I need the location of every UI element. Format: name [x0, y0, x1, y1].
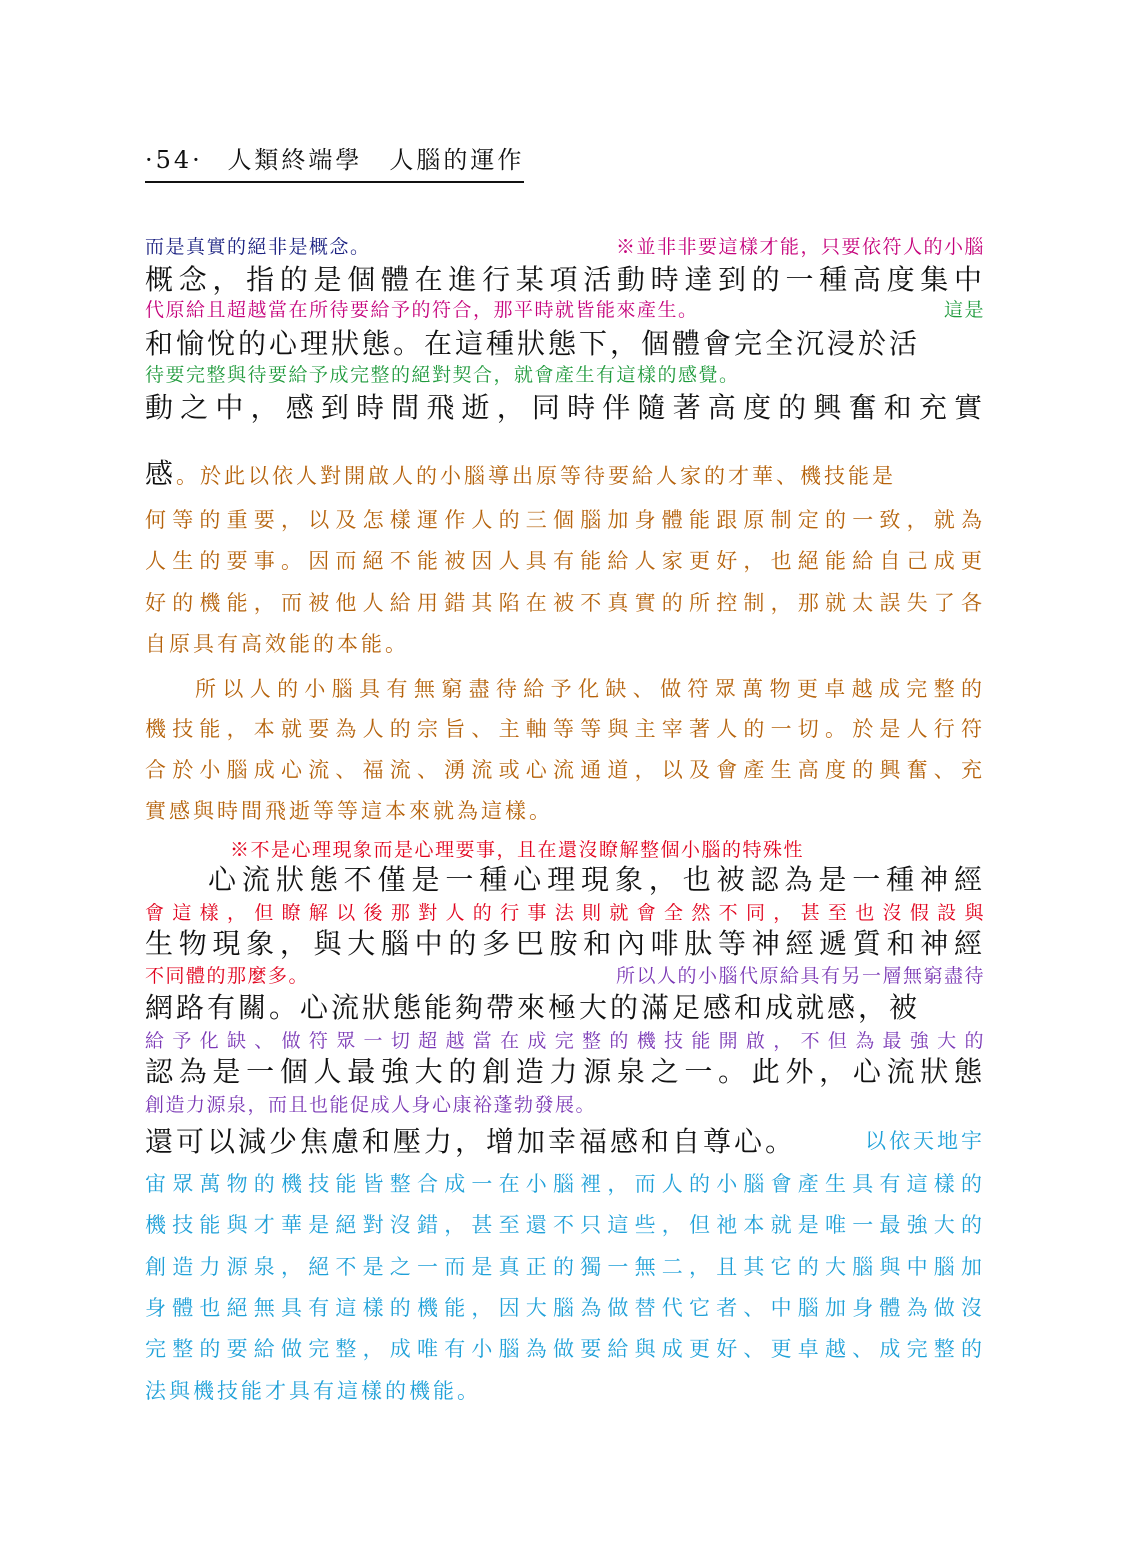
body-line	[145, 1168, 985, 1198]
main-text-segment: 感	[145, 457, 176, 492]
annotation-text: 代原給且超越當在所待要給予的符合，那平時就皆能來產生。	[145, 299, 699, 321]
annotation-text: 而是真實的絕非是概念。	[145, 236, 371, 258]
main-text-segment: 和愉悅的心理狀態	[145, 327, 393, 362]
main-text-line	[145, 922, 985, 962]
page-number: ·54·	[145, 146, 203, 174]
main-text-segment: 。	[765, 1125, 797, 1158]
main-text-line	[208, 858, 985, 898]
running-header	[145, 140, 524, 183]
body-text: 機技能，本就要為人的宗旨、主軸等等與主宰著人的一切。於是人行符	[145, 717, 985, 741]
annotation-line	[145, 961, 985, 988]
main-text-segment: 。	[393, 327, 425, 360]
main-text-segment: 認為是一個人最強大的創造力源泉之一。此外，心流狀態	[145, 1055, 985, 1090]
main-text-segment: 概念，指的是個體在進行某項活動時達到的一種高度集中	[145, 263, 985, 298]
body-line	[145, 713, 985, 743]
annotation-line	[145, 898, 985, 925]
annotation-text: 會這樣，但瞭解以後那對人的行事法則就會全然不同，甚至也沒假設與	[145, 902, 985, 924]
main-text-segment: 心流狀態能夠帶來極大的滿足感和成就感，被	[300, 991, 920, 1026]
annotation-text: 待要完整與待要給予成完整的絕對契合，就會產生有這樣的感覺。	[145, 364, 740, 386]
body-text: 人生的要事。因而絕不能被因人具有能給人家更好，也絕能給自己成更	[145, 549, 985, 573]
body-line	[145, 587, 985, 617]
main-text-segment: 網路有關	[145, 991, 269, 1026]
body-line	[145, 754, 985, 784]
body-text: 宙眾萬物的機技能皆整合成一在小腦裡，而人的小腦會產生具有這樣的	[145, 1172, 985, 1196]
main-text-segment: 心流狀態不僅是一種心理現象，也被認為是一種神經	[208, 863, 985, 898]
body-text: 自原具有高效能的本能。	[145, 632, 409, 656]
body-line	[145, 795, 985, 825]
main-text-segment: 生物現象，與大腦中的多巴胺和內啡肽等神經遞質和神經	[145, 927, 985, 962]
main-text-line	[145, 1120, 985, 1160]
annotation-text: 不同體的那麼多。	[145, 965, 310, 987]
body-line	[145, 1209, 985, 1239]
main-text-line	[145, 1050, 985, 1090]
annotation-line	[145, 232, 985, 259]
main-text-line	[145, 986, 985, 1026]
body-line	[145, 504, 985, 534]
header-title: 人類終端學 人腦的運作	[227, 146, 525, 174]
annotation-note: ※並非非要這樣才能，只要依符人的小腦	[615, 236, 985, 258]
annotation-line	[145, 1090, 985, 1117]
annotation-text: ※不是心理現象而是心理要事，且在還沒瞭解整個小腦的特殊性	[230, 839, 805, 861]
body-text: 完整的要給做完整，成唯有小腦為做要給與成更好、更卓越、成完整的	[145, 1337, 985, 1361]
body-text: 何等的重要，以及怎樣運作人的三個腦加身體能跟原制定的一致，就為	[145, 508, 985, 532]
body-line	[145, 1375, 985, 1405]
body-text: 法與機技能才具有這樣的機能。	[145, 1379, 481, 1403]
body-line	[145, 628, 985, 658]
annotation-note: 這是	[943, 299, 985, 321]
body-text: 好的機能，而被他人給用錯其陷在被不真實的所控制，那就太誤失了各	[145, 591, 985, 615]
body-text: 所以人的小腦具有無窮盡待給予化缺、做符眾萬物更卓越成完整的	[195, 677, 985, 701]
main-text-segment: 動之中，感到時間飛逝，同時伴隨著高度的興奮和充實	[145, 391, 985, 426]
annotation-text: 給予化缺、做符眾一切超越當在成完整的機技能開啟，不但為最強大的	[145, 1030, 985, 1052]
body-text: 合於小腦成心流、福流、湧流或心流通道，以及會產生高度的興奮、充	[145, 758, 985, 782]
body-text: 創造力源泉，絕不是之一而是真正的獨一無二，且其它的大腦與中腦加	[145, 1255, 985, 1279]
body-text: 身體也絕無具有這樣的機能，因大腦為做替代它者、中腦加身體為做沒	[145, 1296, 985, 1320]
annotation-line	[145, 1026, 985, 1053]
body-text: 實感與時間飛逝等等這本來就為這樣。	[145, 799, 553, 823]
body-line	[145, 1333, 985, 1363]
annotation-note: 所以人的小腦代原給具有另一層無窮盡待	[615, 965, 985, 987]
annotation-line	[145, 360, 985, 387]
main-text-line	[145, 386, 985, 426]
body-line	[145, 545, 985, 575]
main-text-line	[145, 322, 985, 362]
main-text-segment: 。	[269, 991, 301, 1024]
body-line	[145, 1292, 985, 1322]
main-text-segment: 還可以減少焦慮和壓力，增加幸福感和自尊心	[145, 1125, 765, 1160]
body-text: 以依天地宇	[865, 1129, 985, 1153]
body-line	[145, 1251, 985, 1281]
body-text: 機技能與才華是絕對沒錯，甚至還不只這些，但祂本就是唯一最強大的	[145, 1213, 985, 1237]
annotation-text: 創造力源泉，而且也能促成人身心康裕蓬勃發展。	[145, 1094, 597, 1116]
body-line	[145, 452, 985, 492]
main-text-line	[145, 258, 985, 298]
body-line	[195, 673, 985, 703]
annotation-line	[145, 295, 985, 322]
body-text: 。於此以依人對開啟人的小腦導出原等待要給人家的才華、機技能是	[176, 464, 897, 488]
main-text-segment: 在這種狀態下，個體會完全沉浸於活	[424, 327, 920, 362]
